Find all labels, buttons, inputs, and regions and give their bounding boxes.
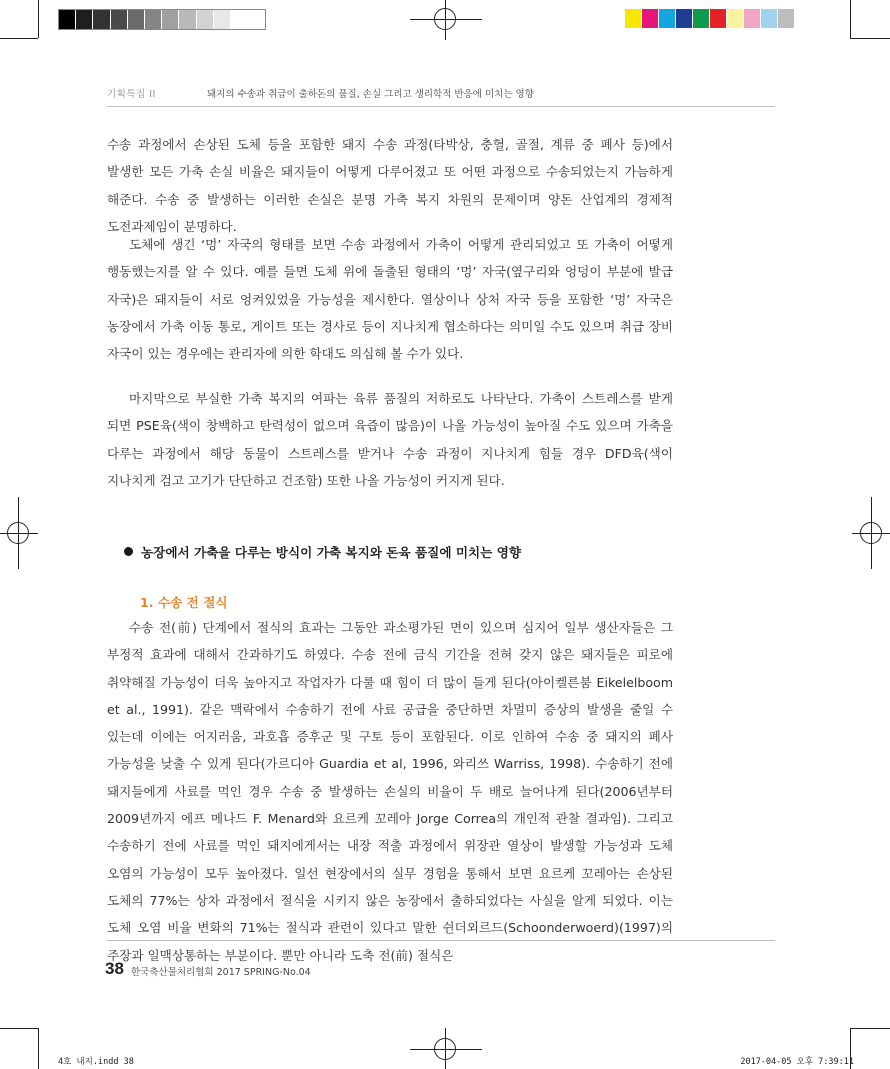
grayscale-color-bar bbox=[58, 9, 266, 30]
color-swatch bbox=[76, 10, 93, 29]
crop-mark bbox=[38, 1028, 39, 1069]
color-swatch bbox=[727, 9, 744, 28]
color-swatch bbox=[744, 9, 761, 28]
header-divider bbox=[107, 106, 775, 107]
color-swatch bbox=[214, 10, 231, 29]
paragraph-3: 마지막으로 부실한 가축 복지의 여파는 육류 품질의 저하로도 나타난다. 가축이 스트레스를 받게 되면 PSE육(색이 창백하고 탄력성이 없으며 육즙이 많음)이 나올 가능성이 높아질 수도 있으며 가축을 다루는 과정에서 해당 동물이 스트레스를 받거나 수송 과정이 지나치게 힘들 경우 DFD육(색이 지나치게 검고 고기가 단단하고 건조함) 또한 나올 가능성이 커지게 된다. bbox=[107, 391, 673, 488]
color-swatch bbox=[710, 9, 727, 28]
color-swatch bbox=[625, 9, 642, 28]
slug-timestamp: 2017-04-05 오후 7:39:11 bbox=[740, 1057, 854, 1067]
color-swatch bbox=[145, 10, 162, 29]
running-title: 돼지의 수송과 취급이 출하돈의 품질, 손실 그리고 생리학적 반응에 미치는 영향 bbox=[207, 89, 534, 100]
crop-mark bbox=[0, 38, 38, 39]
slug-filename: 4호 내지.indd 38 bbox=[58, 1057, 134, 1067]
crop-mark bbox=[850, 0, 851, 38]
color-swatch bbox=[795, 9, 812, 28]
bullet-icon bbox=[124, 547, 133, 556]
color-swatch bbox=[812, 9, 829, 28]
page-number: 38 bbox=[105, 959, 124, 978]
color-swatch bbox=[693, 9, 710, 28]
crop-mark bbox=[0, 1028, 38, 1029]
cmyk-color-bar bbox=[625, 9, 831, 28]
color-swatch bbox=[659, 9, 676, 28]
color-swatch bbox=[111, 10, 128, 29]
color-swatch bbox=[761, 9, 778, 28]
paragraph-2: 도체에 생긴 ‘멍’ 자국의 형태를 보면 수송 과정에서 가축이 어떻게 관리되었고 또 가축이 어떻게 행동했는지를 알 수 있다. 예를 들면 도체 위에 돌출된 형태의 ‘멍’ 자국(옆구리와 엉덩이 부분에 발급 자국)은 돼지들이 서로 엉켜있었을 가능성을 제시한다. 열상이나 상처 자국 등을 포함한 ‘멍’ 자국은 농장에서 가축 이동 통로, 게이트 또는 경사로 등이 지나치게 협소하다는 의미일 수도 있으며 취급 장비 자국이 있는 경우에는 관리자에 의한 학대도 의심해 볼 수가 있다. bbox=[107, 237, 673, 362]
section-heading-text: 농장에서 가축을 다루는 방식이 가축 복지와 돈육 품질에 미치는 영향 bbox=[141, 545, 522, 560]
section-heading bbox=[124, 542, 521, 561]
color-swatch bbox=[676, 9, 693, 28]
color-swatch bbox=[778, 9, 795, 28]
color-swatch bbox=[197, 10, 214, 29]
crop-mark bbox=[38, 0, 39, 38]
journal-name: 한국축산물처리협회 2017 SPRING-No.04 bbox=[131, 967, 311, 978]
color-swatch bbox=[59, 10, 76, 29]
color-swatch bbox=[642, 9, 659, 28]
crop-mark bbox=[850, 1028, 890, 1029]
paragraph-4: 수송 전(前) 단계에서 절식의 효과는 그동안 과소평가된 면이 있으며 심지어 일부 생산자들은 그 부정적 효과에 대해서 간과하기도 하였다. 수송 전에 금식 기간을 전혀 갖지 않은 돼지들은 피로에 취약해질 가능성이 더욱 높아지고 작업자가 다룰 때 힘이 더 많이 들게 된다(아이켈른붐 Eikelelboom et al., 1991). 같은 맥락에서 수송하기 전에 사료 공급을 중단하면 차멀미 증상의 발생을 줄일 수 있는데 이에는 어지러움, 과호흡 증후군 및 구토 등이 포함된다. 이로 인하여 수송 중 돼지의 폐사 가능성을 낮출 수 있게 된다(가르디아 Guardia et al, 1996, 와리쓰 Warriss, 1998). 수송하기 전에 돼지들에게 사료를 먹인 경우 수송 중 발생하는 손실의 비율이 두 배로 늘어나게 된다(2006년부터 2009년까지 에프 메나드 F. Menard와 요르케 꼬레아 Jorge Correa의 개인적 관찰 결과임). 그리고 수송하기 전에 사료를 먹인 돼지에게서는 내장 적출 과정에서 위장관 열상이 발생할 가능성과 도체 오염의 가능성이 모두 높아졌다. 일선 현장에서의 실무 경험을 통해서 보면 요르케 꼬레아는 손상된 도체의 77%는 상차 과정에서 절식을 시키지 않은 농장에서 출하되었다는 사실을 알게 되었다. 이는 도체 오염 비율 변화의 71%는 절식과 관련이 있다고 말한 쉰더외르드(Schoonderwoerd)(1997)의 주장과 일맥상통하는 부분이다. 뿐만 아니라 도축 전(前) 절식은 bbox=[107, 620, 673, 963]
color-swatch bbox=[179, 10, 196, 29]
section-label: 기획특집 II bbox=[107, 89, 156, 100]
color-swatch bbox=[248, 10, 265, 29]
color-swatch bbox=[93, 10, 110, 29]
subheading: 1. 수송 전 절식 bbox=[140, 595, 228, 610]
footer-divider bbox=[107, 940, 775, 941]
crop-mark bbox=[850, 38, 890, 39]
color-swatch bbox=[162, 10, 179, 29]
color-swatch bbox=[128, 10, 145, 29]
color-swatch bbox=[231, 10, 248, 29]
paragraph-1: 수송 과정에서 손상된 도체 등을 포함한 돼지 수송 과정(타박상, 충혈, 골절, 계류 중 폐사 등)에서 발생한 모든 가축 손실 비율은 돼지들이 어떻게 다루어졌고 또 어떤 과정으로 수송되었는지 가늠하게 해준다. 수송 중 발생하는 이러한 손실은 분명 가축 복지 차원의 문제이며 양돈 산업계의 경제적 도전과제임이 분명하다. bbox=[107, 137, 673, 234]
